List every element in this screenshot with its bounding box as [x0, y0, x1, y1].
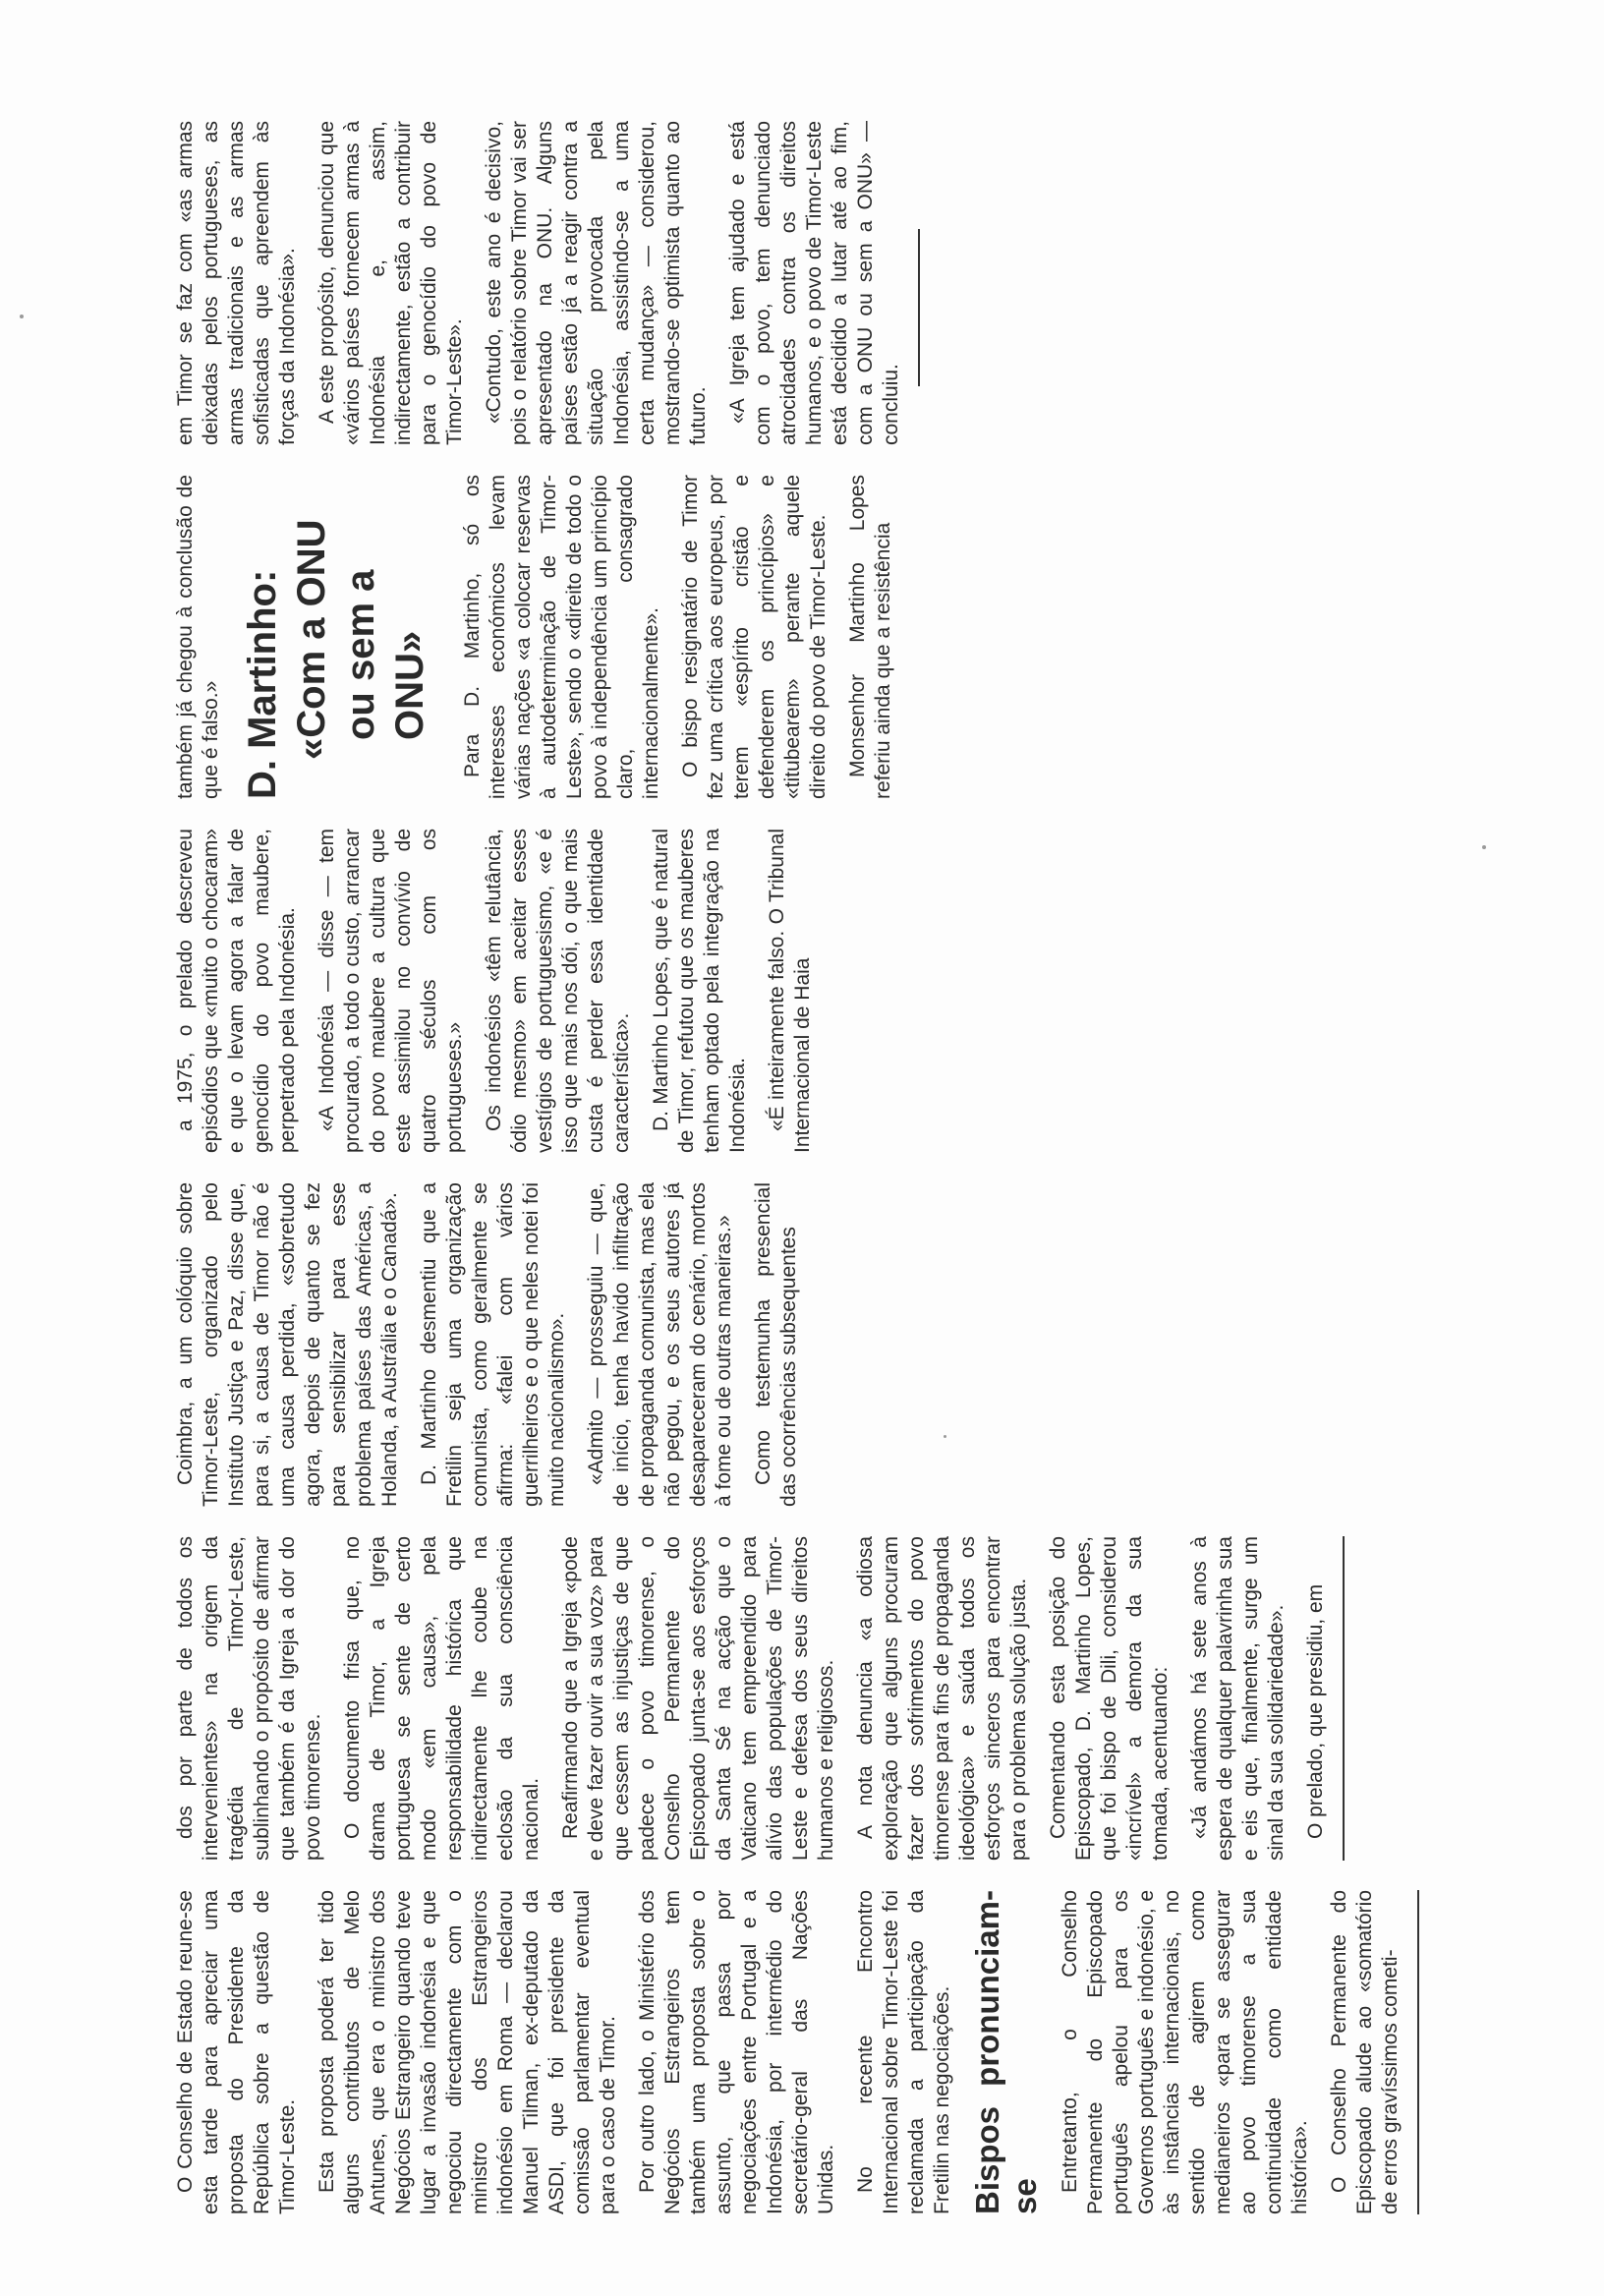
- c6-p2: A este propósito, denunciou que «vários países fornecem armas à Indonésia e, assim, indirectamente, estão a contribuir para o genocídio do povo de Timor-Leste».: [315, 121, 466, 445]
- c2-p5: Comentando esta posição do Episcopado, D. Martinho Lopes, que foi bispo de Dili, considerou «incrível» a demora da sua tomada, acentuando:: [1047, 1536, 1172, 1861]
- column-5: [173, 475, 910, 799]
- c6-p1: em Timor se faz com «as armas deixadas pelos portugueses, as armas tradicionais e as armas sofisticadas que apreendem às forças da Indonésia».: [174, 121, 299, 445]
- c6-p3: «Contudo, este ano é decisivo, pois o relatório sobre Timor vai ser apresentado na ONU. Alguns países estão já a reagir contra a situação provocada pela Indonésia, assistindo-se a uma certa mudança» — considerou, mostrando-se optimista quanto ao futuro.: [483, 121, 710, 445]
- c2-p6: «Já andámos há sete anos à espera de qualquer palavrinha sua e eis que, finalmente, surge um sinal da sua solidariedade».: [1188, 1536, 1288, 1861]
- scan-speck: [1482, 845, 1486, 849]
- column-2: [173, 1536, 1362, 1861]
- end-rule: [918, 229, 920, 386]
- headline-line-3: ou sem a ONU»: [339, 569, 431, 740]
- column-rule: [1343, 1536, 1345, 1861]
- c5-p3: Monsenhor Martinho Lopes referiu ainda que a resistência: [846, 475, 894, 799]
- scan-speck: [944, 1435, 946, 1438]
- column-3: [173, 1182, 816, 1507]
- column-rule: [1417, 1890, 1419, 2214]
- column-1: [173, 1890, 1437, 2214]
- c4-p2: «A Indonésia — disse — tem procurado, a todo o custo, arrancar do povo maubere a cultura que este assimilou no convívio de quatro séculos com os portugueses.»: [315, 829, 466, 1153]
- c1-p2: Esta proposta poderá ter tido alguns contributos de Melo Antunes, que era o ministro dos Negócios Estrangeiro quando teve lugar a invasão indonésia e que negociou directamente com o ministro dos Estrangeiros indonésio em Roma — declarou Manuel Tilman, ex-deputado da ASDI, que foi presidente da comissão parlamentar eventual para o caso de Timor.: [315, 1890, 619, 2214]
- c2-p1: dos por parte de todos os intervenientes» na origem da tragédia de Timor-Leste, sublinhando o propósito de afirmar que também é da Igreja a dor do povo timorense.: [174, 1536, 324, 1861]
- c5-p2: O bispo resignatário de Timor fez uma crítica aos europeus, por terem «espírito cristão e defenderem os princípios» e «titubearem» perante aquele direito do povo de Timor-Leste.: [679, 475, 830, 799]
- c1-p4: No recente Encontro Internacional sobre Timor-Leste foi reclamada a participação da Fretilin nas negociações.: [854, 1890, 953, 2214]
- subheading-bispos: Bispos pronunciam-se: [969, 1890, 1043, 2214]
- c5-p1: Para D. Martinho, só os interesses económicos levam várias nações «a colocar reservas à autodeterminação de Timor-Leste», sendo o «direito de todo o povo à independência um princípio claro, consagrado internacionalmente».: [461, 475, 662, 799]
- c3-p3: «Admito — prosseguiu — que, de início, tenha havido infiltração de propaganda comunista, mas ela não pegou, e os seus autores já desapareceram do cenário, mortos à fome ou de outras maneiras.»: [585, 1182, 735, 1507]
- c5-intro: também já chegou à conclusão de que é falso.»: [174, 475, 222, 799]
- headline-line-1: D. Martinho:: [241, 569, 284, 799]
- c3-p4: Como testemunha presencial das ocorrências subsequentes: [752, 1182, 800, 1507]
- c2-p7: O prelado, que presidiu, em: [1304, 1583, 1327, 1839]
- c3-p1: Coimbra, a um colóquio sobre Timor-Leste, organizado pelo Instituto Justiça e Paz, disse que, para si, a causa de Timor não é uma causa perdida, «sobretudo agora, depois de quanto se fez para sensibilizar para esse problema países das Américas, a Holanda, a Austrália e o Canadá».: [174, 1182, 401, 1507]
- c1-p1: O Conselho de Estado reune-se esta tarde para apreciar uma proposta do Presidente da República sobre a questão de Timor-Leste.: [174, 1890, 299, 2214]
- scan-speck: [20, 315, 24, 318]
- column-6: [173, 121, 934, 445]
- c2-p3: Reafirmando que a Igreja «pode e deve fazer ouvir a sua voz» para que cessem as injustiças de que padece o povo timorense, o Conselho Permanente do Episcopado junta-se aos esforços da Santa Sé na acção que o Vaticano tem empreendido para alívio das populações de Timor-Leste e defesa dos seus direitos humanos e religiosos.: [559, 1536, 837, 1861]
- c3-p2: D. Martinho desmentiu que a Fretilin seja uma organização comunista, como geralmente se afirma: «falei com vários guerrilheiros e o que neles notei foi muito nacionalismo».: [418, 1182, 568, 1507]
- c1-p5: Entretanto, o Conselho Permanente do Episcopado português apelou para os Governos português e indonésio, e às instâncias internacionais, no sentido de agirem como medianeiros «para se assegurar ao povo timorense a sua continuidade como entidade histórica».: [1059, 1890, 1311, 2214]
- c4-p5: «É inteiramente falso. O Tribunal Internacional de Haia: [766, 829, 814, 1153]
- headline: [238, 475, 434, 799]
- c1-p3: Por outro lado, o Ministério dos Negócios Estrangeiros tem também uma proposta sobre o assunto, que passa por negociações entre Portugal e a Indonésia, por intermédio do secretário-geral das Nações Unidas.: [636, 1890, 837, 2214]
- c2-p4: A nota denuncia «a odiosa exploração que alguns procuram fazer dos sofrimentos do povo timorense para fins de propaganda ideológica» e saúda todos os esforços sinceros para encontrar para o problema solução justa.: [854, 1536, 1030, 1861]
- c4-p3: Os indonésios «têm relutância, ódio mesmo» em aceitar esses vestígios de portuguesismo, «e é isso que mais nos dói, o que mais custa é perder essa identidade característica».: [483, 829, 633, 1153]
- c2-p2: O documento frisa que, no drama de Timor, a Igreja portuguesa se sente de certo modo «em causa», pela responsabilidade histórica que indirectamente lhe coube na eclosão da sua consciência nacional.: [341, 1536, 543, 1861]
- c4-p4: D. Martinho Lopes, que é natural de Timor, refutou que os mauberes tenham optado pela integração na Indonésia.: [650, 829, 749, 1153]
- column-4: [173, 829, 830, 1153]
- newspaper-clipping: [134, 42, 1470, 2254]
- c6-p4: «A Igreja tem ajudado e está com o povo, tem denunciado atrocidades contra os direitos humanos, e o povo de Timor-Leste está decidido a lutar até ao fim, com a ONU ou sem a ONU» — concluiu.: [726, 121, 902, 445]
- headline-line-2: «Com a ONU: [290, 519, 333, 760]
- c1-p6: O Conselho Permanente do Episcopado alude ao «somatório de erros gravíssimos cometi-: [1328, 1890, 1402, 2214]
- c4-p1: a 1975, o prelado descreveu episódios que «muito o chocaram» e que o levam agora a falar de genocídio do povo maubere, perpetrado pela Indonésia.: [174, 829, 299, 1153]
